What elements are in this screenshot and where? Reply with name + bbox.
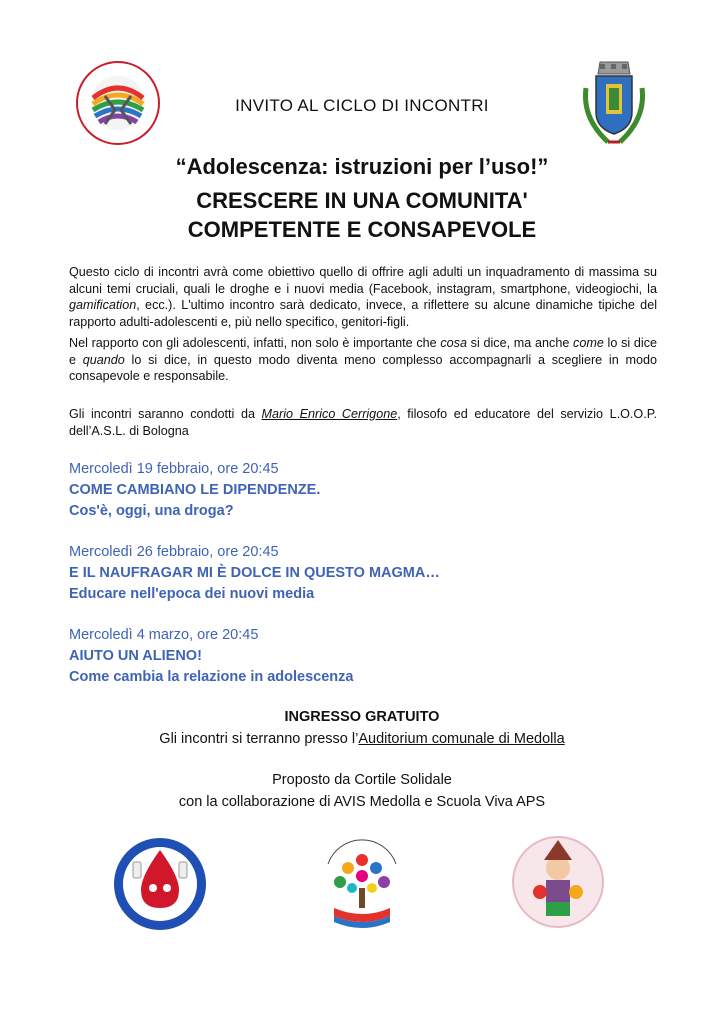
intro-paragraph-3 (69, 406, 657, 439)
organizer-line: Proposto da Cortile Solidale (272, 772, 452, 788)
event-title: AIUTO UN ALIENO! (69, 648, 202, 664)
intro-p2-emphasis-cosa: cosa (440, 336, 467, 350)
event-date: Mercoledì 4 marzo, ore 20:45 (69, 627, 259, 643)
event-series-subtitle (0, 186, 724, 244)
intro-p1-text-a: Questo ciclo di incontri avrà come obiettivo quello di offrire agli adulti un inquadramento di massima su alcuni temi cruciali, quali le droghe e i nuovi media (Facebook, instagram, smartphone, videogiochi, la (69, 265, 657, 296)
event-title: E IL NAUFRAGAR MI È DOLCE IN QUESTO MAGMA… (69, 565, 440, 581)
event-3 (69, 625, 669, 688)
intro-p2-emphasis-quando: quando (82, 352, 125, 367)
subtitle-line-2: COMPETENTE E CONSAPEVOLE (187, 217, 537, 242)
event-subtitle: Educare nell'epoca dei nuovi media (69, 586, 315, 602)
intro-p2-text-a: Nel rapporto con gli adolescenti, infatti, non solo è importante che (69, 336, 441, 350)
event-date: Mercoledì 19 febbraio, ore 20:45 (69, 461, 279, 477)
cortile-solidale-logo (312, 830, 412, 934)
speaker-name: Mario Enrico Cerrigone (261, 407, 398, 421)
intro-p3-text-b: , filosofo ed educatore del servizio L.O.O.P. dell’A.S.L. di Bologna (69, 407, 657, 438)
intro-p2-emphasis-come: come (573, 336, 604, 350)
venue-prefix: Gli incontri si terranno presso l’ (159, 731, 359, 747)
intro-p1-emphasis: gamification (69, 298, 137, 313)
intro-paragraph-1 (69, 264, 657, 330)
event-subtitle: Come cambia la relazione in adolescenza (69, 669, 354, 685)
venue-name: Auditorium comunale di Medolla (358, 731, 565, 747)
event-date: Mercoledì 26 febbraio, ore 20:45 (69, 544, 279, 560)
intro-p1-text-b: , ecc.). L'ultimo incontro sarà dedicato, invece, a riflettere su alcune dinamiche tipiche del rapporto adulti-adolescenti e, più nello specifico, genitori-figli. (69, 298, 657, 329)
subtitle-line-1: CRESCERE IN UNA COMUNITA' (196, 188, 528, 213)
intro-paragraph-2 (69, 335, 657, 385)
intro-p2-text-c: lo si dice e (69, 336, 657, 367)
event-series-title: “Adolescenza: istruzioni per l’uso!” (175, 154, 549, 179)
free-entry-notice: INGRESSO GRATUITO (284, 709, 440, 725)
event-2 (69, 542, 669, 605)
event-1 (69, 459, 669, 522)
event-title: COME CAMBIANO LE DIPENDENZE. (69, 482, 321, 498)
intro-p2-text-d: lo si dice, in questo modo diventa meno complesso accompagnarli a scegliere in modo consapevole e responsabile. (69, 352, 657, 384)
intro-p3-text-a: Gli incontri saranno condotti da (69, 407, 262, 421)
collaboration-line: con la collaborazione di AVIS Medolla e Scuola Viva APS (178, 794, 546, 810)
event-subtitle: Cos'è, oggi, una droga? (69, 503, 234, 519)
scuola-viva-logo (510, 830, 606, 934)
intro-p2-text-b: si dice, ma anche (466, 336, 574, 350)
avis-medolla-logo (109, 832, 211, 936)
venue-line (0, 731, 724, 747)
invite-heading: INVITO AL CICLO DI INCONTRI (235, 96, 489, 115)
